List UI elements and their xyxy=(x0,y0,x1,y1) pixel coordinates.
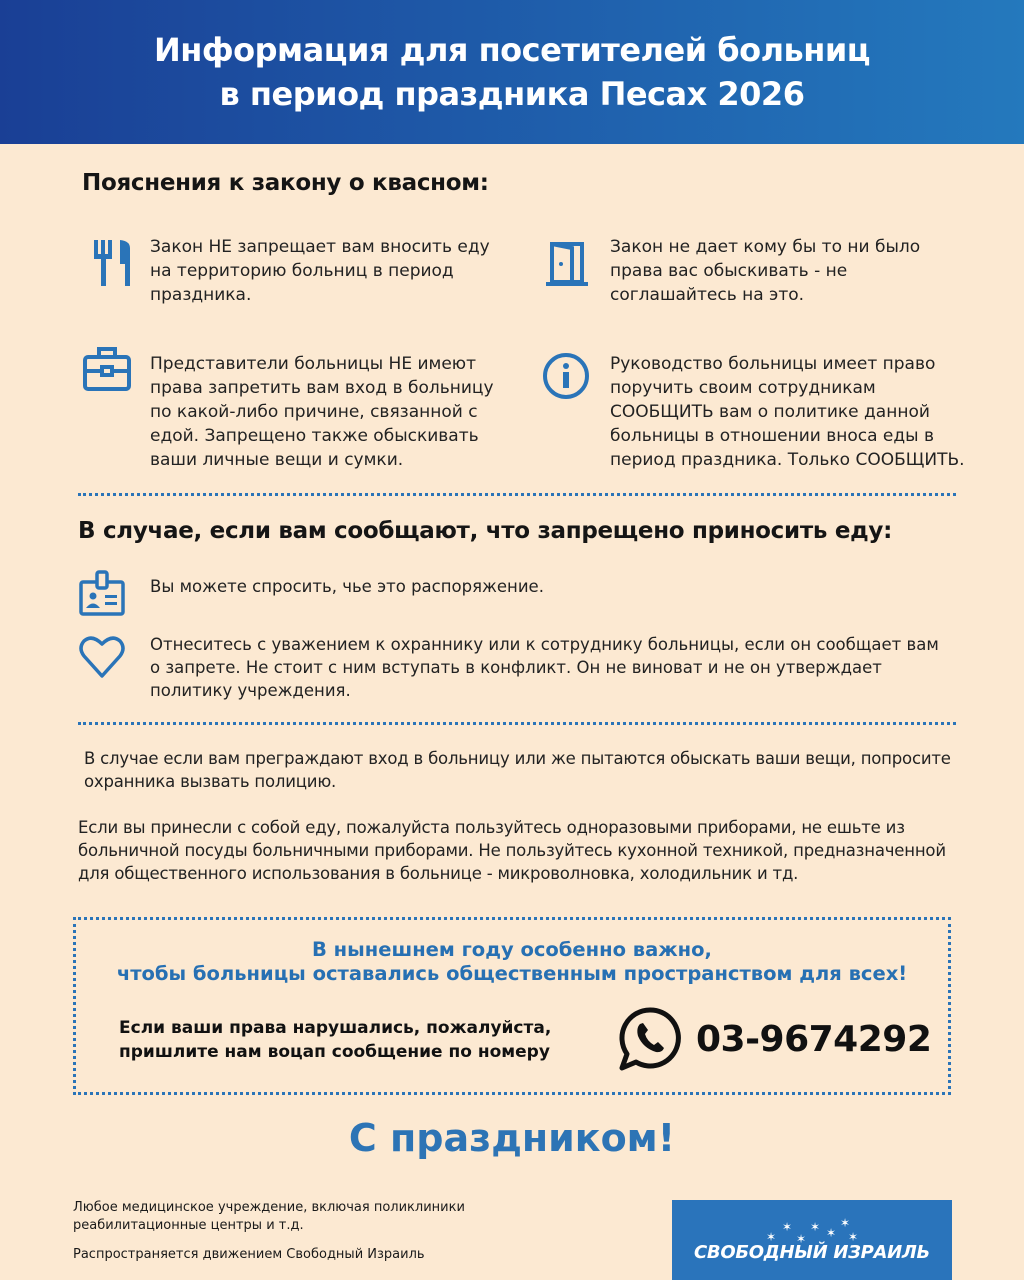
law-item-food-allowed: Закон НЕ запрещает вам вносить еду на территорию больниц в период праздника. xyxy=(150,237,490,305)
briefcase-icon xyxy=(82,345,132,393)
action-item-ask-who: Вы можете спросить, чье это распоряжение. xyxy=(150,577,544,596)
cta-ask-line2: пришлите нам воцап сообщение по номеру xyxy=(119,1042,550,1062)
free-israel-logo xyxy=(672,1200,952,1280)
paragraph-disposable-utensils: Если вы принесли с собой еду, пожалуйста пользуйтесь одноразовыми приборами, не ешьте из больничной посуды больничными приборами. Не пользуйтесь кухонной техникой, предназначенной для общественного использования в больнице - микроволновка, холодильник и тд. xyxy=(78,818,946,883)
section-title-law: Пояснения к закону о квасном: xyxy=(82,170,489,196)
door-icon xyxy=(544,240,590,288)
whatsapp-contact-box xyxy=(73,917,951,1095)
stars-icon: ✶ ✶ ✶ ✶ ✶ ✶ ✶ xyxy=(766,1215,859,1246)
law-item-no-entry-ban: Представители больницы НЕ имеют права запретить вам вход в больницу по какой-либо причине, связанной с едой. Запрещено также обыскивать ваши личные вещи и сумки. xyxy=(150,354,494,470)
whatsapp-phone-number[interactable]: 03-9674292 xyxy=(696,1019,932,1060)
cta-ask-text xyxy=(119,1016,551,1064)
section-title-if-told: В случае, если вам сообщают, что запрещено приносить еду: xyxy=(78,518,892,544)
cta-headline-line2: чтобы больницы оставались общественным пространством для всех! xyxy=(116,962,908,985)
paragraph-call-police: В случае если вам преграждают вход в больницу или же пытаются обыскать ваши вещи, попросите охранника вызвать полицию. xyxy=(84,749,951,791)
cta-headline xyxy=(76,938,948,986)
footnote-distributed-by: Распространяется движением Свободный Израиль xyxy=(73,1247,425,1262)
dotted-divider xyxy=(78,493,956,496)
action-item-respect-guard: Отнеситесь с уважением к охраннику или к сотруднику больницы, если он сообщает вам о запрете. Не стоит с ним вступать в конфликт. Он не виноват и не он утверждает политику учреждения. xyxy=(150,635,939,700)
heart-icon xyxy=(78,634,126,680)
page-title-line2: в период праздника Песах 2026 xyxy=(219,75,805,113)
footnote-line2: реабилитационные центры и т.д. xyxy=(73,1218,304,1233)
header-banner xyxy=(0,0,1024,144)
info-icon xyxy=(542,352,590,400)
id-badge-icon xyxy=(78,570,126,618)
footnote-applies-to xyxy=(73,1199,465,1235)
cta-headline-line1: В нынешнем году особенно важно, xyxy=(312,938,712,961)
law-item-inform-only: Руководство больницы имеет право поручить своим сотрудникам СООБЩИТЬ вам о политике данной больницы в отношении вноса еды в период праздника. Только СООБЩИТЬ. xyxy=(610,354,965,470)
footnote-line1: Любое медицинское учреждение, включая поликлиники xyxy=(73,1200,465,1215)
logo-text: СВОБОДНЫЙ ИЗРАИЛЬ xyxy=(694,1241,930,1263)
fork-knife-icon xyxy=(92,238,134,288)
law-item-no-search: Закон не дает кому бы то ни было права вас обыскивать - не соглашайтесь на это. xyxy=(610,237,921,305)
page-title-line1: Информация для посетителей больниц xyxy=(153,31,870,69)
dotted-divider xyxy=(78,722,956,725)
whatsapp-icon xyxy=(618,1006,682,1076)
holiday-greeting: С праздником! xyxy=(348,1116,676,1160)
cta-ask-line1: Если ваши права нарушались, пожалуйста, xyxy=(119,1018,552,1038)
